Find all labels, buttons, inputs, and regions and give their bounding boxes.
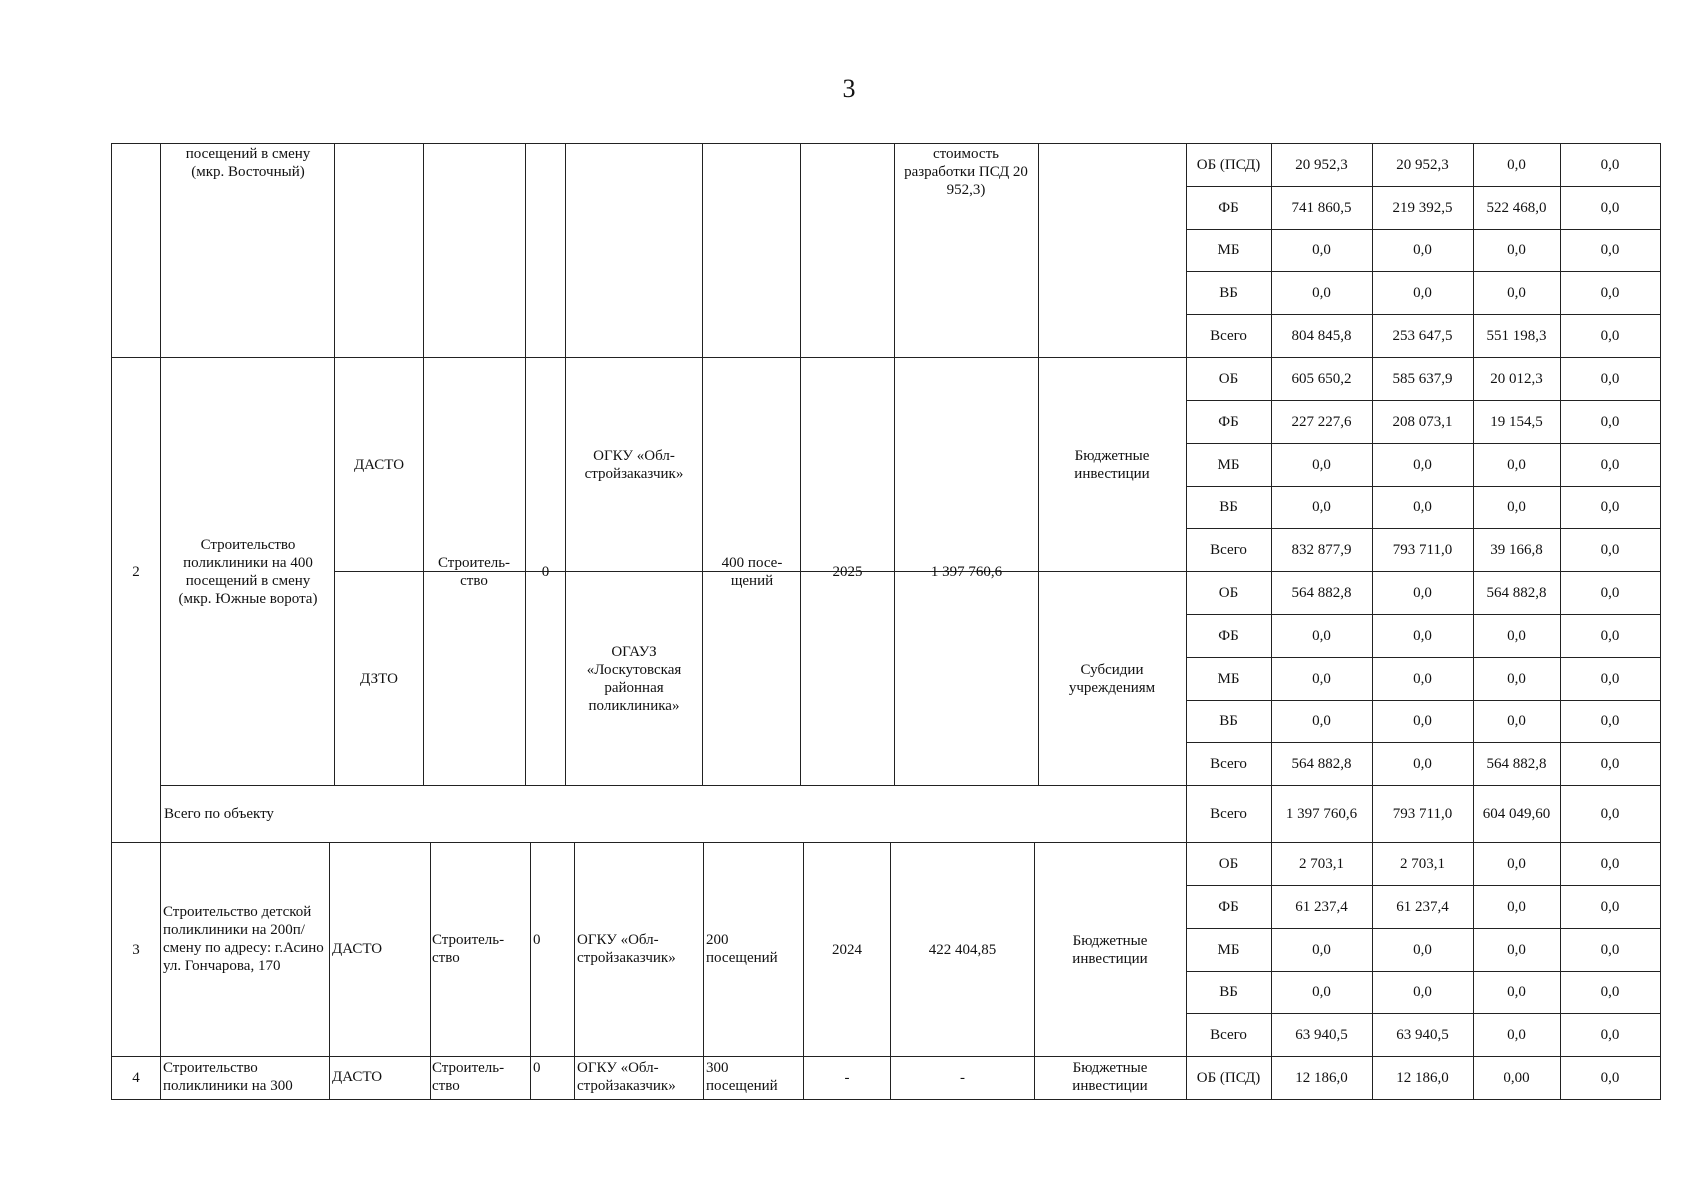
object-name: Строительство поликлиники на 300 xyxy=(163,1060,293,1094)
value-year2: 20 012,3 xyxy=(1490,370,1543,387)
budget-source: Всего xyxy=(1210,755,1247,772)
budget-source: ВБ xyxy=(1219,499,1238,515)
value-year1: 585 637,9 xyxy=(1392,370,1453,387)
budget-source: МБ xyxy=(1217,670,1240,687)
value-year1: 0,0 xyxy=(1413,941,1432,958)
value-total: 832 877,9 xyxy=(1291,541,1352,558)
table-line xyxy=(703,842,704,1099)
value-year3: 0,0 xyxy=(1600,984,1620,1000)
budget-source: ФБ xyxy=(1218,627,1239,644)
table-line xyxy=(702,143,703,785)
value-year2: 0,0 xyxy=(1507,855,1526,872)
value-year3: 0,0 xyxy=(1600,670,1620,687)
value-year1: 0,0 xyxy=(1413,242,1432,258)
customer: ОГКУ «Обл-стройзаказчик» xyxy=(577,932,676,966)
cost: 422 404,85 xyxy=(928,941,997,958)
financing-form: Бюджетные инвестиции xyxy=(1074,447,1150,482)
value-year2: 39 166,8 xyxy=(1490,541,1543,558)
budget-source: Всего xyxy=(1210,1026,1247,1043)
row-number: 4 xyxy=(132,1070,140,1086)
value-total: 564 882,8 xyxy=(1291,584,1352,601)
financing-form: Субсидии учреждениям xyxy=(1068,661,1156,696)
value-year2: 0,0 xyxy=(1507,242,1526,258)
value-year3: 0,0 xyxy=(1600,855,1620,872)
value-year3: 0,0 xyxy=(1600,370,1620,387)
value-total: 0,0 xyxy=(1312,456,1331,473)
value-total: 12 186,0 xyxy=(1295,1069,1348,1086)
value-year3: 0,0 xyxy=(1600,456,1620,473)
value-total: 0,0 xyxy=(1312,242,1331,258)
value-year1: 793 711,0 xyxy=(1392,805,1453,822)
value-year2: 0,0 xyxy=(1507,499,1526,515)
object-name: посещений в смену (мкр. Восточный) xyxy=(185,146,311,180)
budget-source: МБ xyxy=(1217,941,1240,958)
value-year1: 793 711,0 xyxy=(1392,541,1453,558)
value-year2: 551 198,3 xyxy=(1486,327,1547,344)
value-year3: 0,0 xyxy=(1600,156,1620,173)
value-year3: 0,0 xyxy=(1600,199,1620,216)
value-year2: 0,0 xyxy=(1507,456,1526,473)
value-year1: 0,0 xyxy=(1413,755,1432,772)
value-year1: 219 392,5 xyxy=(1392,199,1453,216)
value-year1: 0,0 xyxy=(1413,713,1432,729)
table-line xyxy=(1034,842,1035,1099)
value-year2: 19 154,5 xyxy=(1490,413,1543,430)
value-year3: 0,0 xyxy=(1600,627,1620,644)
value-total: 2 703,1 xyxy=(1299,855,1344,872)
budget-source: ОБ xyxy=(1218,370,1239,387)
value-year1: 208 073,1 xyxy=(1392,413,1453,430)
value-year2: 604 049,60 xyxy=(1482,805,1551,822)
value-year1: 0,0 xyxy=(1413,284,1432,301)
value-total: 0,0 xyxy=(1312,499,1331,515)
value-year3: 0,0 xyxy=(1600,941,1620,958)
table-line xyxy=(111,1099,1661,1100)
value-year3: 0,0 xyxy=(1600,327,1620,344)
value-year3: 0,0 xyxy=(1600,1069,1620,1086)
value-total: 605 650,2 xyxy=(1291,370,1352,387)
value-total: 0,0 xyxy=(1312,284,1331,301)
page-number: 3 xyxy=(842,74,856,103)
budget-source: ВБ xyxy=(1219,713,1238,729)
value-total: 0,0 xyxy=(1312,941,1331,958)
row-number: 2 xyxy=(132,563,140,580)
budget-source: ОБ xyxy=(1218,584,1239,601)
value-year1: 20 952,3 xyxy=(1396,156,1449,173)
budget-source: МБ xyxy=(1217,456,1240,473)
object-total-label: Всего по объекту xyxy=(164,806,274,822)
row-number: 3 xyxy=(132,941,140,958)
value-year3: 0,0 xyxy=(1600,584,1620,601)
customer: ОГАУЗ «Лоскутовская районная поликлиника» xyxy=(586,643,682,714)
year: - xyxy=(844,1070,850,1086)
table-line xyxy=(530,842,531,1099)
table-line xyxy=(574,842,575,1099)
value-year2: 0,0 xyxy=(1507,984,1526,1000)
value-total: 63 940,5 xyxy=(1295,1026,1348,1043)
work-type: Строитель-ство xyxy=(432,932,505,966)
value-year1: 61 237,4 xyxy=(1396,898,1449,915)
value-total: 61 237,4 xyxy=(1295,898,1348,915)
capacity: 300 посещений xyxy=(706,1060,778,1094)
value-year3: 0,0 xyxy=(1600,541,1620,558)
value-year1: 0,0 xyxy=(1413,670,1432,687)
budget-source: ВБ xyxy=(1219,984,1238,1000)
year: 2024 xyxy=(832,941,862,958)
cost: - xyxy=(960,1070,965,1086)
value-year2: 0,0 xyxy=(1507,713,1526,729)
work-type: Строитель-ство xyxy=(432,1060,505,1094)
value-year2: 0,0 xyxy=(1507,898,1526,915)
financing-form: Бюджетные инвестиции xyxy=(1072,932,1148,967)
budget-source: ФБ xyxy=(1218,898,1239,915)
value-year2: 0,0 xyxy=(1507,627,1526,644)
table-line xyxy=(160,143,161,1100)
value-year3: 0,0 xyxy=(1600,1026,1620,1043)
cost-note: стоимость разработки ПСД 20 952,3) xyxy=(904,146,1028,198)
value-year1: 0,0 xyxy=(1413,984,1432,1000)
value-year3: 0,0 xyxy=(1600,755,1620,772)
department: ДАСТО xyxy=(353,456,405,473)
value-year3: 0,0 xyxy=(1600,242,1620,258)
value-total: 0,0 xyxy=(1312,627,1331,644)
value-total: 0,0 xyxy=(1312,984,1331,1000)
value-total: 564 882,8 xyxy=(1291,755,1352,772)
budget-source: МБ xyxy=(1217,242,1240,258)
capacity: 400 посе-щений xyxy=(721,554,783,589)
value-year2: 0,0 xyxy=(1507,284,1526,301)
table-line xyxy=(329,842,330,1099)
table-line xyxy=(565,143,566,785)
value-total: 227 227,6 xyxy=(1291,413,1352,430)
table-line xyxy=(1660,143,1661,1100)
value-year2: 0,0 xyxy=(1507,941,1526,958)
value-total: 1 397 760,6 xyxy=(1285,805,1358,822)
table-line xyxy=(430,842,431,1099)
budget-source: ФБ xyxy=(1218,413,1239,430)
table-line xyxy=(1038,143,1039,785)
budget-source: Всего xyxy=(1210,541,1247,558)
value-year3: 0,0 xyxy=(1600,805,1620,822)
budget-source: ОБ (ПСД) xyxy=(1196,156,1261,173)
value-year3: 0,0 xyxy=(1600,284,1620,301)
value-year1: 63 940,5 xyxy=(1396,1026,1449,1043)
value-year2: 0,0 xyxy=(1507,670,1526,687)
customer: ОГКУ «Обл-стройзаказчик» xyxy=(584,447,684,482)
value-total: 741 860,5 xyxy=(1291,199,1352,216)
value-total: 0,0 xyxy=(1312,713,1331,729)
value-year3: 0,0 xyxy=(1600,713,1620,729)
value-total: 0,0 xyxy=(1312,670,1331,687)
value-year1: 0,0 xyxy=(1413,456,1432,473)
cost: 1 397 760,6 xyxy=(930,563,1003,580)
value-year1: 253 647,5 xyxy=(1392,327,1453,344)
capacity: 200 посещений xyxy=(706,932,778,966)
table-line xyxy=(423,143,424,785)
value-total: 20 952,3 xyxy=(1295,156,1348,173)
value-year1: 0,0 xyxy=(1413,499,1432,515)
value-year2: 0,00 xyxy=(1503,1069,1530,1086)
zero-value: 0 xyxy=(533,1060,541,1076)
budget-source: ФБ xyxy=(1218,199,1239,216)
value-total: 804 845,8 xyxy=(1291,327,1352,344)
zero-value: 0 xyxy=(533,932,541,948)
value-year3: 0,0 xyxy=(1600,413,1620,430)
customer: ОГКУ «Обл-стройзаказчик» xyxy=(577,1060,676,1094)
value-year3: 0,0 xyxy=(1600,898,1620,915)
budget-source: ВБ xyxy=(1219,284,1238,301)
year: 2025 xyxy=(832,563,863,580)
value-year2: 564 882,8 xyxy=(1486,755,1547,772)
value-year1: 0,0 xyxy=(1413,627,1432,644)
department: ДАСТО xyxy=(332,1069,383,1085)
budget-source: Всего xyxy=(1210,327,1247,344)
value-year2: 0,0 xyxy=(1507,1026,1526,1043)
department: ДАСТО xyxy=(332,941,383,957)
value-year3: 0,0 xyxy=(1600,499,1620,515)
object-name: Строительство поликлиники на 400 посещений в смену (мкр. Южные ворота) xyxy=(178,536,318,607)
object-name: Строительство детской поликлиники на 200п/смену по адресу: г.Асино ул. Гончарова, 170 xyxy=(163,904,324,974)
value-year1: 12 186,0 xyxy=(1396,1069,1449,1086)
value-year1: 0,0 xyxy=(1413,584,1432,601)
value-year2: 564 882,8 xyxy=(1486,584,1547,601)
value-year2: 0,0 xyxy=(1507,156,1526,173)
work-type: Строитель-ство xyxy=(437,554,511,589)
value-year2: 522 468,0 xyxy=(1486,199,1547,216)
zero-value: 0 xyxy=(541,563,550,580)
budget-source: ОБ (ПСД) xyxy=(1196,1069,1261,1086)
budget-source: Всего xyxy=(1210,805,1247,822)
financing-form: Бюджетные инвестиции xyxy=(1072,1060,1148,1094)
department: ДЗТО xyxy=(360,670,398,687)
value-year1: 2 703,1 xyxy=(1400,855,1445,872)
budget-source: ОБ xyxy=(1218,855,1239,872)
